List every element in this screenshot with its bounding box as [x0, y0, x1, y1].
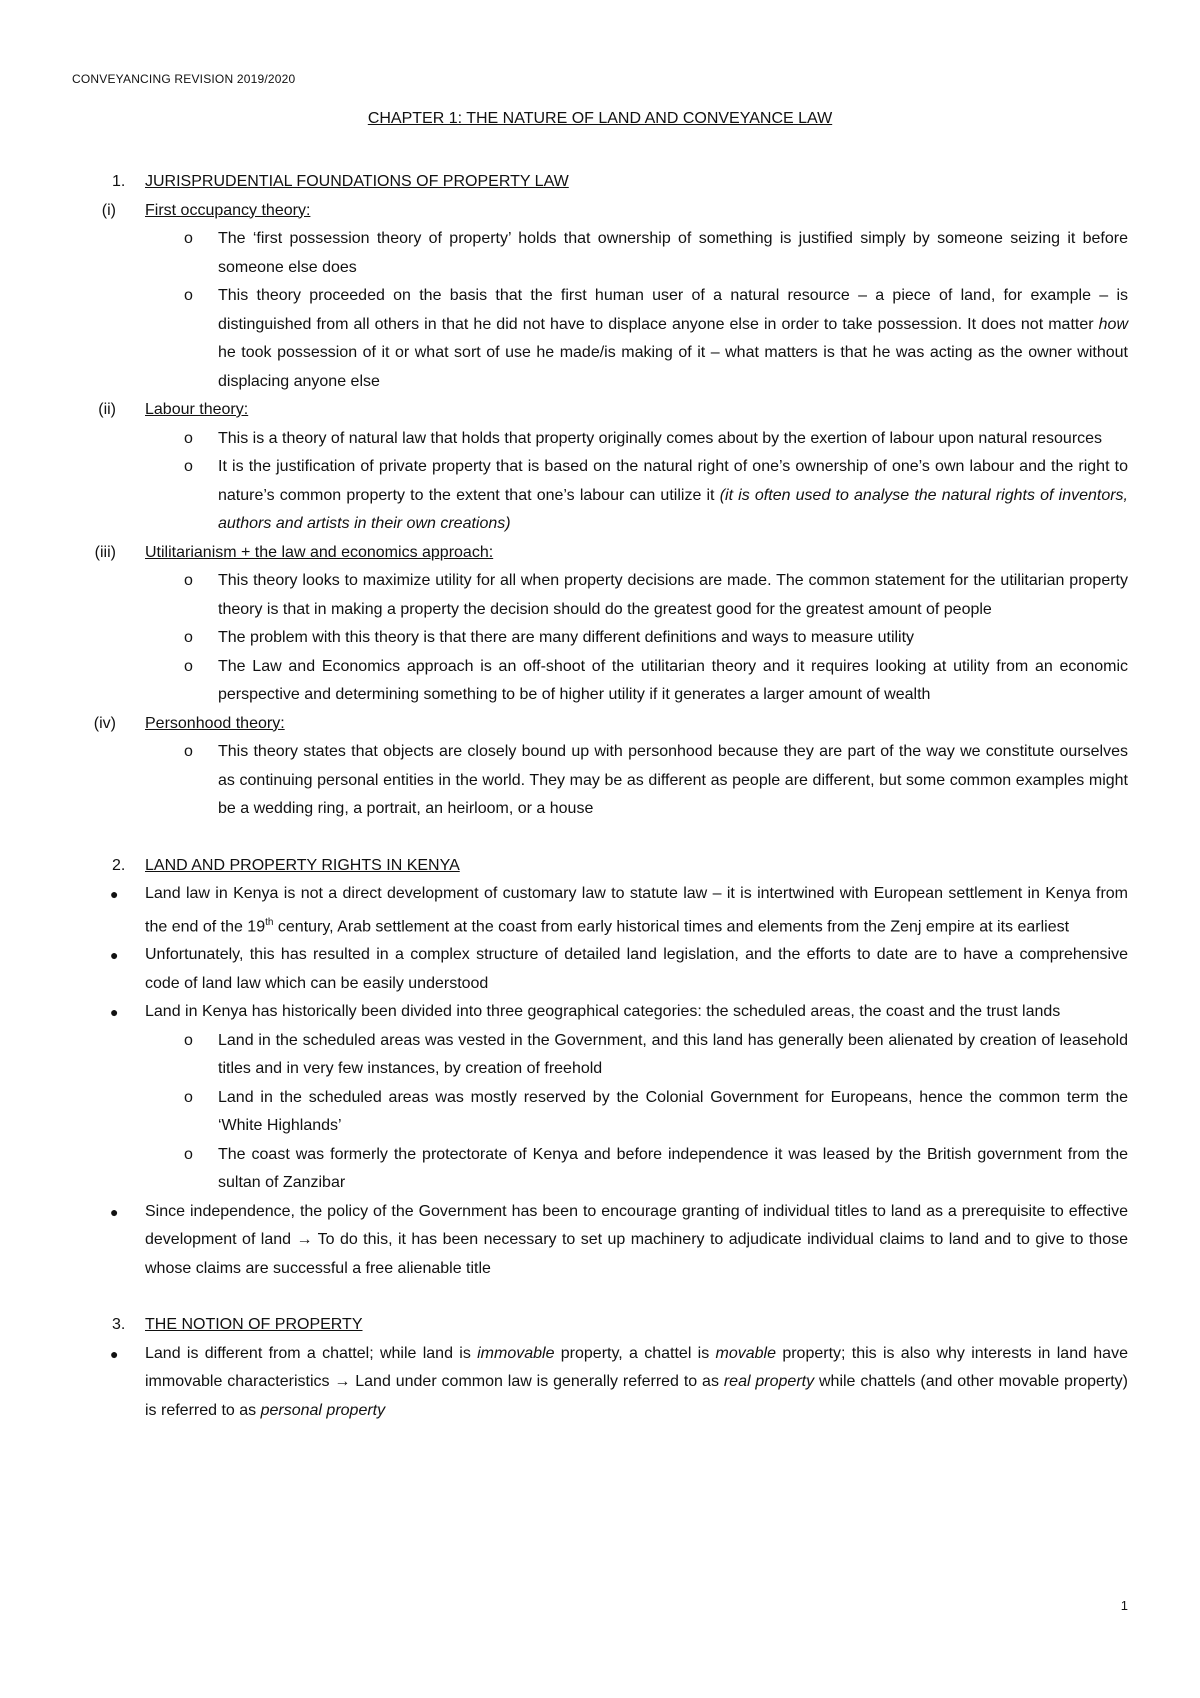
document-body: [72, 168, 1128, 1425]
emphasis-text: how: [1098, 315, 1128, 333]
emphasis-text: personal property: [260, 1401, 386, 1419]
emphasis-text: (it is often used to analyse the natural rights of inventors, authors and artists in their own creations): [218, 486, 1129, 532]
section-heading: LAND AND PROPERTY RIGHTS IN KENYA: [145, 856, 460, 874]
sub-bullet-marker: o: [184, 458, 193, 475]
list-item: [72, 653, 1128, 710]
list-item-text: This theory looks to maximize utility for all when property decisions are made. The common statement for the utilitarian property theory is that in making a property the decision should do the greatest good for the greatest amount of people: [218, 572, 1128, 618]
list-item-text: century, Arab settlement at the coast from early historical times and elements from the Zenj empire at its earliest: [273, 917, 1070, 935]
list-item: [72, 567, 1128, 624]
section-number: 2.: [112, 856, 126, 874]
bullet-marker: ●: [110, 1203, 119, 1220]
list-item-text: This is a theory of natural law that holds that property originally comes about by the exertion of labour upon natural resources: [218, 429, 1103, 447]
list-item-text: Land law in Kenya is not a direct development of customary law to statute law – it is intertwined with European settlement in Kenya from the end of the 19: [145, 885, 1128, 935]
list-item-text: The problem with this theory is that there are many different definitions and ways to measure utility: [218, 629, 915, 646]
subsection-heading: First occupancy theory:: [145, 201, 311, 219]
section-1-heading: [72, 168, 1128, 197]
list-item-text: The coast was formerly the protectorate of Kenya and before independence it was leased by the British government from the sultan of Zanzibar: [218, 1145, 1128, 1192]
emphasis-text: movable: [715, 1344, 777, 1362]
section-2-heading: [72, 852, 1128, 881]
sub-bullet-marker: o: [184, 657, 193, 675]
list-item-text: This theory states that objects are closely bound up with personhood because they are part of the way we constitute ourselves as continuing personal entities in the world. They may be as different as people are different, but some common examples might be a wedding ring, a portrait, an heirloom, or a house: [218, 743, 1128, 817]
subsection-iv-heading: [72, 710, 1128, 739]
sub-bullet-marker: o: [184, 230, 193, 247]
sub-bullet-marker: o: [184, 629, 193, 646]
list-item-text: Since independence, the policy of the Government has been to encourage granting of individual titles to land as a prerequisite to effective development of land → To do this, it has been necessary to set up machinery to adjudicate individual claims to land and to give to those whose claims are successful a free alienable title: [145, 1202, 1128, 1277]
list-item: [72, 998, 1128, 1027]
list-item: [72, 1141, 1128, 1198]
list-item-text: It is the justification of private property that is based on the natural right of one’s ownership of one’s own labour and the right to nature’s common property to the extent that one’s labour can utilize it: [218, 458, 1128, 504]
list-item-text: Unfortunately, this has resulted in a complex structure of detailed land legislation, and the efforts to date are to have a comprehensive code of land law which can be easily understood: [145, 946, 1128, 992]
section-3-heading: [72, 1311, 1128, 1340]
emphasis-text: immovable: [477, 1344, 555, 1362]
subsection-iii-heading: [72, 539, 1128, 568]
subsection-numeral: (iii): [94, 543, 116, 561]
list-item: [72, 738, 1128, 824]
list-item-text: Land in the scheduled areas was vested in the Government, and this land has generally been alienated by creation of leasehold titles and in very few instances, by creation of freehold: [218, 1031, 1128, 1078]
section-heading: JURISPRUDENTIAL FOUNDATIONS OF PROPERTY LAW: [145, 173, 569, 190]
list-item-text: Land is different from a chattel; while land is: [145, 1344, 478, 1362]
list-item-text: This theory proceeded on the basis that the first human user of a natural resource – a piece of land, for example – is distinguished from all others in that he did not have to displace anyone else in order to take possession. It does not matter: [218, 287, 1128, 333]
subsection-numeral: (iv): [93, 714, 116, 732]
list-item: [72, 425, 1128, 454]
subsection-ii-heading: [72, 396, 1128, 425]
subsection-numeral: (ii): [98, 401, 116, 418]
subsection-heading: Utilitarianism + the law and economics approach:: [145, 543, 494, 561]
list-item: [72, 225, 1128, 282]
list-item-text: property, a chattel is: [554, 1344, 716, 1362]
list-item-text: property; this is also why interests in land have immovable characteristics → Land under common law is generally referred to as: [145, 1344, 1128, 1391]
sub-bullet-marker: o: [184, 1031, 193, 1049]
sub-bullet-marker: o: [184, 429, 193, 447]
list-item-text: Land in Kenya has historically been divided into three geographical categories: the scheduled areas, the coast and the trust lands: [145, 1003, 1061, 1021]
section-heading: THE NOTION OF PROPERTY: [145, 1316, 363, 1334]
page-number: 1: [1120, 1598, 1128, 1613]
list-item: [72, 941, 1128, 998]
list-item: [72, 1027, 1128, 1084]
sub-bullet-marker: o: [184, 1145, 193, 1163]
sub-bullet-marker: o: [184, 572, 193, 589]
emphasis-text: real property: [723, 1373, 815, 1391]
subsection-heading: Labour theory:: [145, 401, 249, 418]
list-item-text: he took possession of it or what sort of use he made/is making of it – what matters is that he was acting as the owner without displacing anyone else: [218, 344, 1128, 390]
subsection-heading: Personhood theory:: [145, 714, 285, 732]
section-number: 3.: [112, 1316, 126, 1334]
sub-bullet-marker: o: [184, 743, 193, 760]
list-item-text: Land in the scheduled areas was mostly reserved by the Colonial Government for Europeans, hence the common term the ‘White Highlands’: [218, 1088, 1128, 1135]
sub-bullet-marker: o: [184, 287, 193, 304]
list-item-text: The ‘first possession theory of property’ holds that ownership of something is justified simply by someone seizing it before someone else does: [218, 230, 1128, 276]
chapter-title: CHAPTER 1: THE NATURE OF LAND AND CONVEYANCE LAW: [367, 110, 833, 127]
superscript-text: th: [265, 916, 274, 928]
list-item: [72, 1198, 1128, 1284]
bullet-marker: ●: [110, 1345, 119, 1362]
list-item: [72, 1084, 1128, 1141]
list-item-text: while chattels (and other movable property) is referred to as: [145, 1373, 1129, 1419]
list-item: [72, 453, 1128, 539]
list-item: [72, 880, 1128, 941]
list-item: [72, 624, 1128, 653]
bullet-marker: ●: [110, 947, 119, 964]
subsection-i-heading: [72, 197, 1128, 226]
bullet-marker: ●: [110, 1004, 119, 1021]
bullet-marker: ●: [110, 886, 119, 902]
running-header: CONVEYANCING REVISION 2019/2020: [72, 72, 296, 86]
list-item: [72, 1340, 1128, 1426]
section-number: 1.: [112, 173, 126, 190]
list-item-text: The Law and Economics approach is an off-shoot of the utilitarian theory and it requires looking at utility from an economic perspective and determining something to be of higher utility if it generates a larger amount of wealth: [218, 657, 1128, 703]
subsection-numeral: (i): [101, 201, 116, 219]
list-item: [72, 282, 1128, 396]
sub-bullet-marker: o: [184, 1088, 193, 1106]
